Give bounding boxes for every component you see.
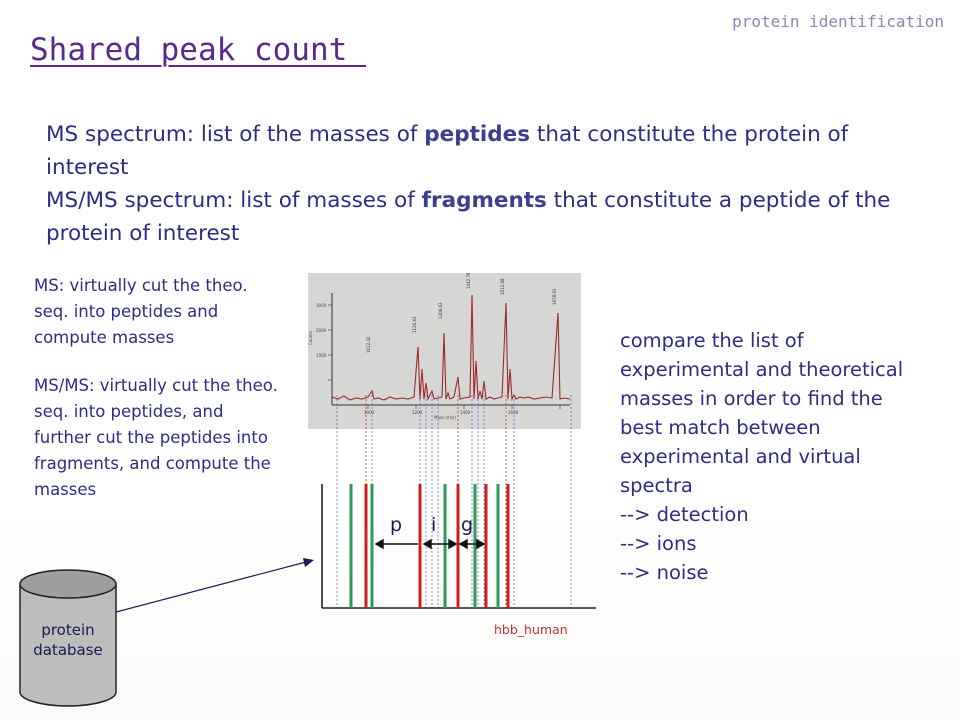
svg-text:1400: 1400 — [460, 410, 471, 415]
hbb-human-label: hbb_human — [494, 622, 568, 637]
svg-text:1000: 1000 — [364, 410, 375, 415]
intro-msms-pre: MS/MS spectrum: list of masses of — [46, 188, 422, 213]
corner-label: protein identification — [732, 12, 944, 31]
svg-text:1978.91: 1978.91 — [552, 288, 557, 305]
page-title: Shared peak count — [30, 32, 366, 68]
svg-text:1600: 1600 — [508, 410, 519, 415]
tag-i: i — [431, 514, 437, 536]
svg-text:1200: 1200 — [412, 410, 423, 415]
intro-msms-post: that constitute a peptide of the protein of interest — [46, 188, 891, 246]
noise-note: --> noise — [620, 561, 709, 584]
tag-p: p — [390, 514, 403, 536]
svg-text:1012.42: 1012.42 — [366, 336, 371, 353]
database-label — [18, 620, 118, 660]
svg-text:1126.63: 1126.63 — [412, 316, 417, 333]
svg-text:1612.88: 1612.88 — [500, 278, 505, 295]
protein-database — [18, 568, 118, 710]
virtual-spectrum — [300, 420, 600, 640]
ions-note: --> ions — [620, 532, 697, 555]
database-label-line1: protein — [41, 621, 95, 639]
intro-ms-post: that constitute the protein of interest — [46, 122, 849, 180]
virtual-spectrum-graphic — [300, 420, 600, 640]
svg-text:1442.76: 1442.76 — [466, 273, 471, 289]
intro-ms-pre: MS spectrum: list of the masses of — [46, 122, 425, 147]
svg-text:1000: 1000 — [316, 353, 327, 358]
msms-note: MS/MS: virtually cut the theo. seq. into peptides, and further cut the peptides into fragments, and compute the masses — [34, 376, 278, 499]
intro-ms-bold: peptides — [424, 122, 531, 147]
tag-g: g — [461, 514, 474, 536]
database-label-line2: database — [33, 641, 103, 659]
compare-note: compare the list of experimental and theoretical masses in order to find the best match between experimental and virtual spectra — [620, 329, 904, 497]
ms-note: MS: virtually cut the theo. seq. into peptides and compute masses — [34, 276, 248, 347]
intro-msms-bold: fragments — [421, 188, 547, 213]
svg-text:Mass (m/z): Mass (m/z) — [434, 415, 456, 420]
svg-text:Counts: Counts — [308, 331, 313, 345]
svg-text:1306.63: 1306.63 — [438, 302, 443, 319]
detection-note: --> detection — [620, 503, 749, 526]
svg-text:3000: 3000 — [316, 303, 327, 308]
svg-text:2000: 2000 — [316, 328, 327, 333]
